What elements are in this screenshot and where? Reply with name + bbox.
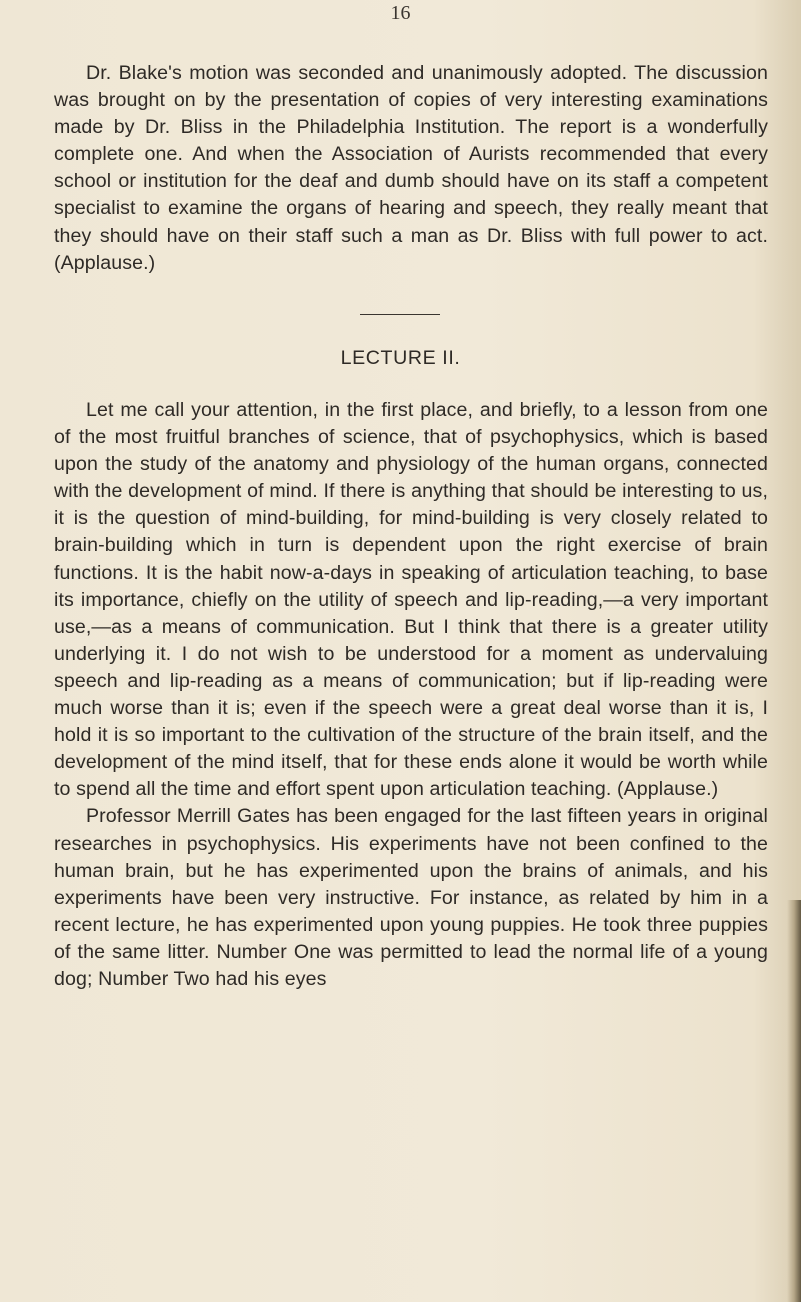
page-edge-shadow	[787, 900, 801, 1302]
lecture-section	[54, 397, 768, 993]
section-heading: LECTURE II.	[340, 347, 461, 369]
lecture-paragraph-2: Professor Merrill Gates has been engaged for the last fifteen years in original researches in psychophysics. His experiments have not been confined to the human brain, but he has experimented upon the brains of animals, and his experiments have been very instructive. For instance, as related by him in a recent lecture, he has experimented upon young puppies. He took three puppies of the same litter. Number One was permitted to lead the normal life of a young dog; Number Two had his eyes	[54, 805, 768, 990]
intro-section	[54, 60, 768, 277]
section-divider	[360, 314, 440, 315]
page-number: 16	[390, 2, 411, 24]
intro-paragraph: Dr. Blake's motion was seconded and unanimously adopted. The discussion was brought on by the presentation of copies of very interesting examinations made by Dr. Bliss in the Philadelphia Institution. The report is a wonderfully complete one. And when the Association of Aurists recommended that every school or institution for the deaf and dumb should have on its staff a competent specialist to examine the organs of hearing and speech, they really meant that they should have on their staff such a man as Dr. Bliss with full power to act. (Applause.)	[54, 62, 768, 274]
lecture-paragraph-1: Let me call your attention, in the first place, and briefly, to a lesson from one of the most fruitful branches of science, that of psychophysics, which is based upon the study of the anatomy and physiology of the human organs, connected with the development of mind. If there is anything that should be interesting to us, it is the question of mind-building, for mind-building is very closely related to brain-building which in turn is dependent upon the right exercise of brain functions. It is the habit now-a-days in speaking of articulation teaching, to base its importance, chiefly on the utility of speech and lip-reading,—a very important use,—as a means of communication. But I think that there is a greater utility underlying it. I do not wish to be understood for a moment as undervaluing speech and lip-reading as a means of communication; but if lip-reading were much worse than it is; even if the speech were a great deal worse than it is, I hold it is so important to the cultivation of the structure of the brain itself, and the development of the mind itself, that for these ends alone it would be worth while to spend all the time and effort spent upon articulation teaching. (Applause.)	[54, 399, 768, 801]
